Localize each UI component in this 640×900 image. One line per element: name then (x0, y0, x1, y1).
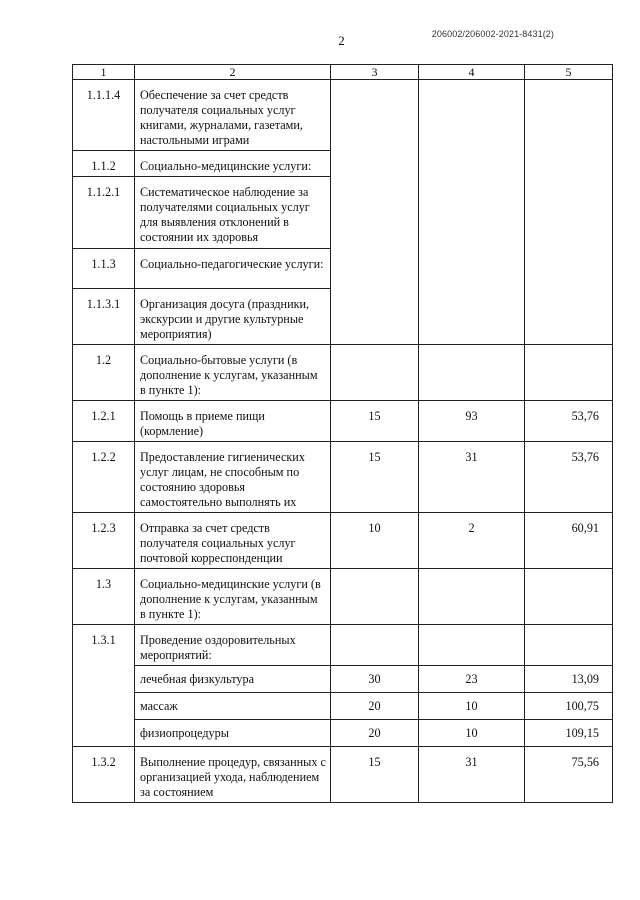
cell-col4: 10 (419, 720, 525, 747)
cell-col4: 31 (419, 442, 525, 513)
row-number: 1.2 (73, 345, 135, 401)
row-number: 1.3 (73, 569, 135, 625)
cell-col5 (525, 345, 613, 401)
cell-col3: 20 (331, 693, 419, 720)
cell-col3: 10 (331, 513, 419, 569)
cell-col5: 60,91 (525, 513, 613, 569)
row-number: 1.2.1 (73, 401, 135, 442)
row-name: Социально-бытовые услуги (в дополнение к услугам, указанным в пункте 1): (135, 345, 331, 401)
table-row (73, 513, 613, 569)
column-header: 1 (73, 65, 135, 80)
table-subrow (73, 666, 613, 693)
cell-col3 (331, 569, 419, 625)
subrow-name: физиопроцедуры (135, 720, 331, 747)
cell-col5: 53,76 (525, 401, 613, 442)
table-subrow (73, 693, 613, 720)
cell-col5: 75,56 (525, 747, 613, 803)
cell-col5: 53,76 (525, 442, 613, 513)
row-name: Предоставление гигиенических услуг лицам, не способным по состоянию здоровья самостоятельно выполнять их (135, 442, 331, 513)
row-name: Помощь в приеме пищи (кормление) (135, 401, 331, 442)
services-table (72, 64, 613, 803)
row-name: Систематическое наблюдение за получателями социальных услуг для выявления отклонений в состоянии их здоровья (135, 177, 331, 249)
cell-col5 (525, 625, 613, 666)
row-number: 1.3.1 (73, 625, 135, 747)
cell-col4 (419, 625, 525, 666)
row-name: Социально-медицинские услуги (в дополнение к услугам, указанным в пункте 1): (135, 569, 331, 625)
cell-col3 (331, 625, 419, 666)
table-row (73, 345, 613, 401)
merged-empty-cell (419, 80, 525, 345)
cell-col3: 20 (331, 720, 419, 747)
table-subrow (73, 720, 613, 747)
cell-col4: 2 (419, 513, 525, 569)
table-row (73, 401, 613, 442)
cell-col5: 100,75 (525, 693, 613, 720)
row-name: Обеспечение за счет средств получателя социальных услуг книгами, журналами, газетами, настольными играми (135, 80, 331, 151)
column-header: 4 (419, 65, 525, 80)
row-number: 1.2.3 (73, 513, 135, 569)
document-id: 206002/206002-2021-8431(2) (431, 29, 554, 39)
cell-col5: 13,09 (525, 666, 613, 693)
column-header: 3 (331, 65, 419, 80)
page-number: 2 (338, 33, 345, 48)
cell-col3: 15 (331, 442, 419, 513)
row-number: 1.1.3.1 (73, 289, 135, 345)
column-header: 5 (525, 65, 613, 80)
table-row (73, 442, 613, 513)
cell-col3: 30 (331, 666, 419, 693)
cell-col3: 15 (331, 747, 419, 803)
row-number: 1.1.3 (73, 249, 135, 289)
subrow-name: массаж (135, 693, 331, 720)
cell-col4 (419, 569, 525, 625)
cell-col5 (525, 569, 613, 625)
row-number: 1.2.2 (73, 442, 135, 513)
row-name: Организация досуга (праздники, экскурсии и другие культурные мероприятия) (135, 289, 331, 345)
row-name: Социально-педагогические услуги: (135, 249, 331, 289)
cell-col4: 10 (419, 693, 525, 720)
merged-empty-cell (331, 80, 419, 345)
cell-col4: 93 (419, 401, 525, 442)
cell-col4: 31 (419, 747, 525, 803)
row-number: 1.3.2 (73, 747, 135, 803)
cell-col5: 109,15 (525, 720, 613, 747)
column-header: 2 (135, 65, 331, 80)
table-row (73, 80, 613, 151)
row-number: 1.1.1.4 (73, 80, 135, 151)
row-name: Социально-медицинские услуги: (135, 151, 331, 177)
cell-col4: 23 (419, 666, 525, 693)
subrow-name: лечебная физкультура (135, 666, 331, 693)
row-number: 1.1.2.1 (73, 177, 135, 249)
row-name: Выполнение процедур, связанных с организацией ухода, наблюдением за состоянием (135, 747, 331, 803)
table-row (73, 747, 613, 803)
row-name: Отправка за счет средств получателя социальных услуг почтовой корреспонденции (135, 513, 331, 569)
table-row (73, 625, 613, 666)
merged-empty-cell (525, 80, 613, 345)
cell-col3 (331, 345, 419, 401)
cell-col3: 15 (331, 401, 419, 442)
row-name: Проведение оздоровительных мероприятий: (135, 625, 331, 666)
row-number: 1.1.2 (73, 151, 135, 177)
table-header-row (73, 65, 613, 80)
table-row (73, 569, 613, 625)
cell-col4 (419, 345, 525, 401)
